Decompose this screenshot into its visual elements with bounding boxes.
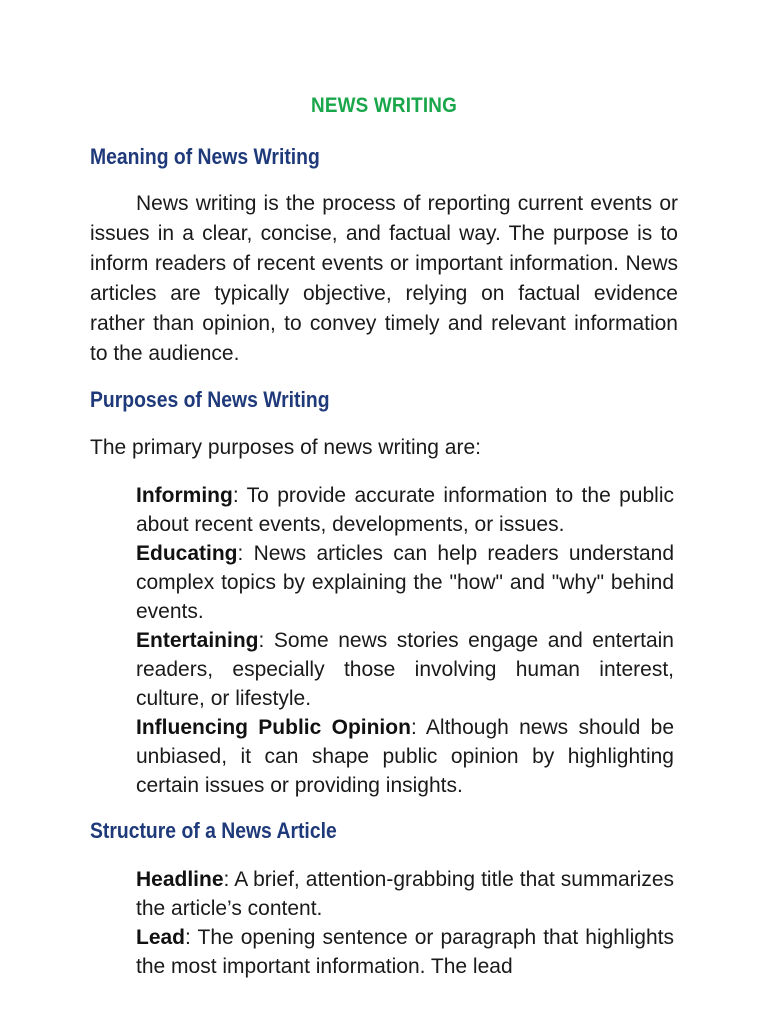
- section-intro-purposes: [90, 433, 678, 463]
- list-item: [136, 923, 674, 981]
- section-body-meaning: [90, 189, 678, 369]
- list-item: [136, 865, 674, 923]
- purposes-list: [136, 481, 674, 800]
- list-item-term: Entertaining: [136, 629, 259, 652]
- paragraph: News writing is the process of reporting current events or issues in a clear, concise, and factual way. The purpose is to inform readers of recent events or important information. News articles are typically objective, relying on factual evidence rather than opinion, to convey timely and relevant information to the audience.: [90, 192, 678, 365]
- list-item: [136, 481, 674, 539]
- list-item-text: : Some news stories engage and entertain readers, especially those involving human interest, culture, or lifestyle.: [136, 629, 674, 710]
- list-item-text: : Although news should be unbiased, it can shape public opinion by highlighting certain issues or providing insights.: [136, 716, 674, 797]
- section-heading-purposes: Purposes of News Writing: [90, 387, 330, 412]
- list-item: [136, 626, 674, 713]
- list-item-text: : News articles can help readers understand complex topics by explaining the "how" and "why" behind events.: [136, 542, 674, 623]
- list-item-text: : To provide accurate information to the public about recent events, developments, or issues.: [136, 484, 674, 536]
- structure-list: [136, 865, 674, 981]
- list-item-text: : A brief, attention-grabbing title that summarizes the article’s content.: [136, 868, 674, 920]
- paragraph: The primary purposes of news writing are:: [90, 436, 481, 459]
- section-heading-structure: Structure of a News Article: [90, 818, 337, 843]
- list-item-term: Lead: [136, 926, 186, 949]
- list-item: [136, 539, 674, 626]
- list-item-term: Headline: [136, 868, 224, 891]
- section-heading-meaning: Meaning of News Writing: [90, 144, 320, 169]
- document-title: NEWS WRITING: [311, 94, 457, 117]
- list-item-term: Educating: [136, 542, 238, 565]
- list-item-text: : The opening sentence or paragraph that highlights the most important information. The lead: [136, 926, 674, 978]
- list-item-term: Informing: [136, 484, 233, 507]
- list-item-term: Influencing Public Opinion: [136, 716, 411, 739]
- list-item: [136, 713, 674, 800]
